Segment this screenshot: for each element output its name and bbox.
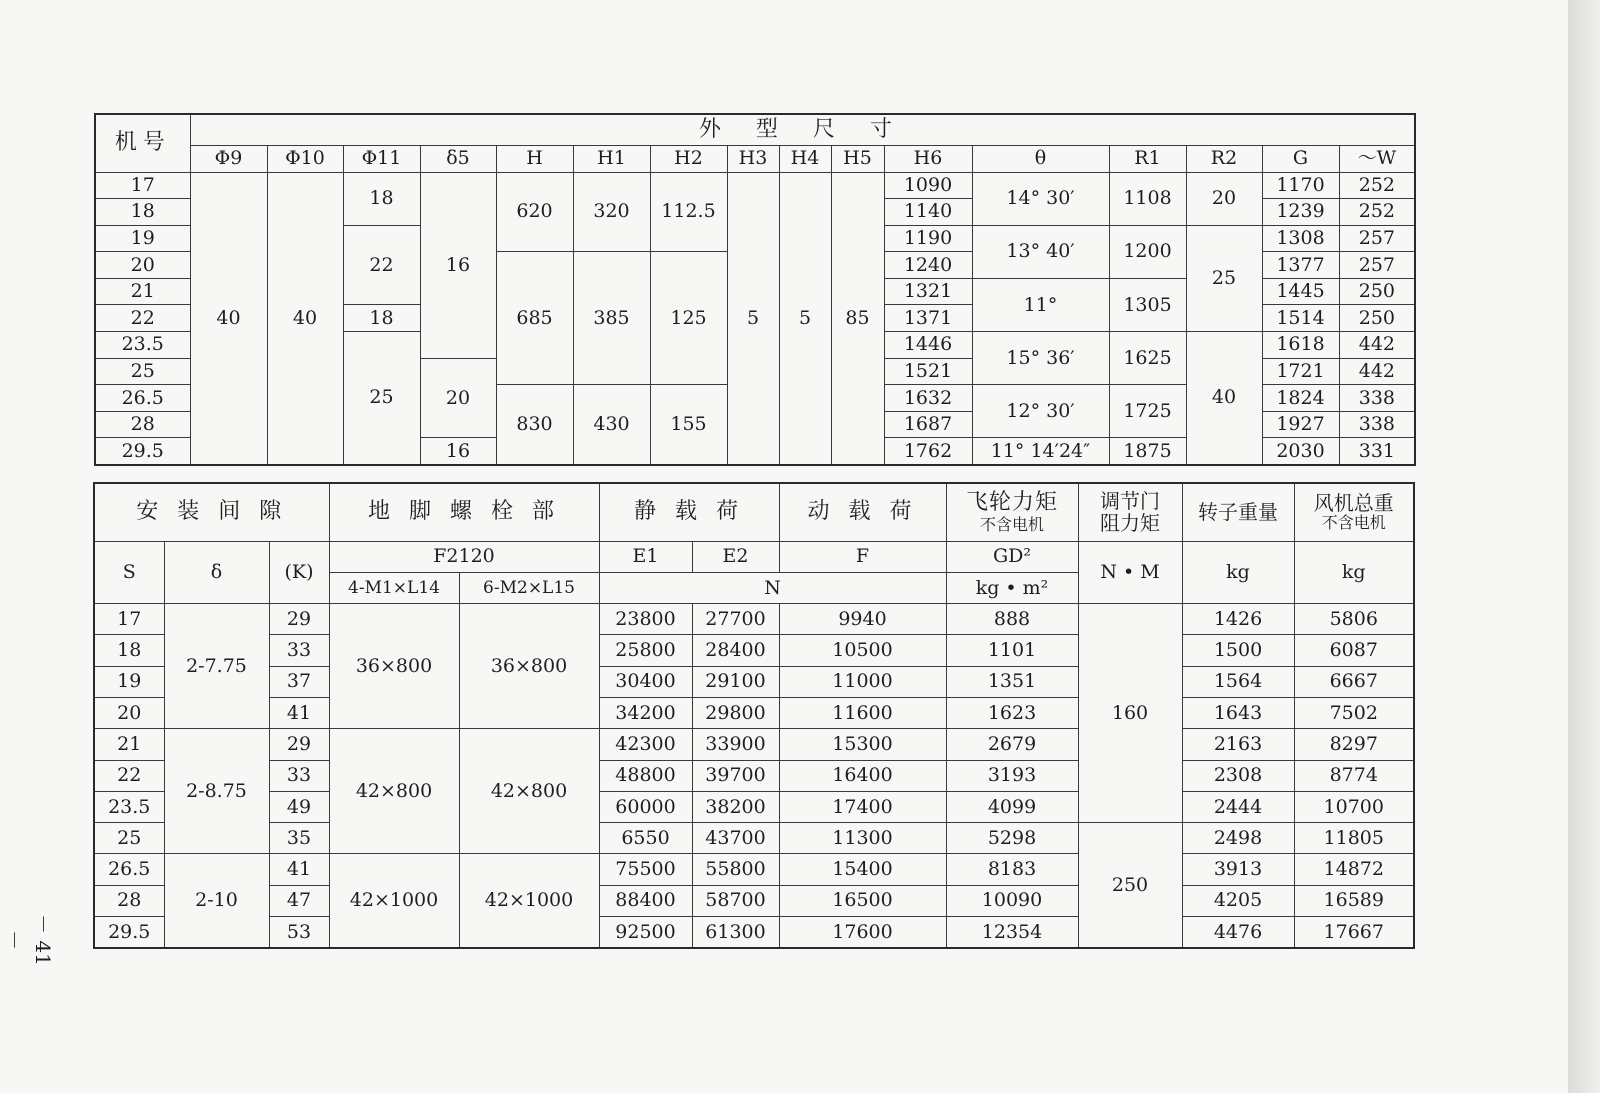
gd2-cell: 5298	[946, 823, 1078, 854]
g-cell: 1377	[1262, 252, 1339, 279]
g-cell: 1445	[1262, 278, 1339, 305]
rotor-cell: 2308	[1182, 760, 1294, 791]
g-cell: 1824	[1262, 385, 1339, 412]
s-cell: 29.5	[94, 917, 164, 948]
f-cell: 16400	[779, 760, 946, 791]
g-cell: 1239	[1262, 199, 1339, 226]
k-cell: 53	[269, 917, 329, 948]
k-cell: 37	[269, 666, 329, 697]
w-cell: 252	[1339, 172, 1415, 199]
s-cell: 23.5	[94, 791, 164, 822]
installation-load-table	[93, 482, 1415, 949]
delta-cell: 2-7.75	[164, 604, 269, 729]
w-cell: 442	[1339, 358, 1415, 385]
h5-cell: 85	[831, 172, 884, 465]
r2-cell: 25	[1186, 225, 1262, 331]
s-cell: 28	[94, 885, 164, 916]
col-r2-header: R2	[1186, 145, 1262, 172]
r1-cell: 1725	[1109, 385, 1186, 438]
delta-cell: 2-8.75	[164, 729, 269, 854]
h6-cell: 1687	[884, 411, 972, 438]
table-row	[95, 172, 1415, 199]
outline-dimensions-table	[94, 113, 1416, 466]
e2-cell: 28400	[692, 635, 779, 666]
f-cell: 17600	[779, 917, 946, 948]
col-h2-header: H2	[650, 145, 727, 172]
f-cell: 15400	[779, 854, 946, 885]
h4-cell: 5	[779, 172, 831, 465]
w-cell: 252	[1339, 199, 1415, 226]
machine-no-cell: 25	[95, 358, 190, 385]
rotor-cell: 2444	[1182, 791, 1294, 822]
col-f: F	[779, 541, 946, 572]
g-cell: 1618	[1262, 332, 1339, 359]
rotor-cell: 1564	[1182, 666, 1294, 697]
h6-cell: 1521	[884, 358, 972, 385]
bolt2-cell: 36×800	[459, 604, 599, 729]
table-row	[94, 604, 1414, 635]
h1-cell: 430	[573, 385, 650, 465]
machine-no-cell: 19	[95, 225, 190, 252]
h6-cell: 1090	[884, 172, 972, 199]
col-bolt-6m: 6-M2×L15	[459, 572, 599, 603]
f-cell: 10500	[779, 635, 946, 666]
machine-no-cell: 29.5	[95, 438, 190, 465]
w-cell: 338	[1339, 411, 1415, 438]
gd2-cell: 3193	[946, 760, 1078, 791]
col-f2120: F2120	[329, 541, 599, 572]
theta-cell: 15° 36′	[972, 332, 1109, 385]
e2-cell: 27700	[692, 604, 779, 635]
s-cell: 19	[94, 666, 164, 697]
r2-cell: 20	[1186, 172, 1262, 225]
s-cell: 26.5	[94, 854, 164, 885]
flywheel-moment-header	[946, 483, 1078, 541]
total-cell: 17667	[1294, 917, 1414, 948]
k-cell: 41	[269, 697, 329, 728]
table-row	[94, 791, 1414, 822]
damper-cell: 250	[1078, 823, 1182, 948]
h6-cell: 1762	[884, 438, 972, 465]
e2-cell: 58700	[692, 885, 779, 916]
col-h6-header: H6	[884, 145, 972, 172]
machine-no-cell: 23.5	[95, 332, 190, 359]
w-cell: 257	[1339, 252, 1415, 279]
k-cell: 29	[269, 729, 329, 760]
total-weight-title: 风机总重	[1313, 491, 1394, 516]
f-cell: 9940	[779, 604, 946, 635]
r1-cell: 1875	[1109, 438, 1186, 465]
col-h1-header: H1	[573, 145, 650, 172]
total-cell: 11805	[1294, 823, 1414, 854]
total-cell: 8297	[1294, 729, 1414, 760]
s-cell: 22	[94, 760, 164, 791]
e2-cell: 39700	[692, 760, 779, 791]
k-cell: 49	[269, 791, 329, 822]
g-cell: 2030	[1262, 438, 1339, 465]
e1-cell: 88400	[599, 885, 692, 916]
w-cell: 331	[1339, 438, 1415, 465]
h6-cell: 1371	[884, 305, 972, 332]
h2-cell: 125	[650, 252, 727, 385]
r1-cell: 1305	[1109, 278, 1186, 331]
e2-cell: 61300	[692, 917, 779, 948]
col-g-header: G	[1262, 145, 1339, 172]
r2-cell: 40	[1186, 332, 1262, 465]
bolt1-cell: 42×1000	[329, 854, 459, 948]
col-h5-header: H5	[831, 145, 884, 172]
f-cell: 16500	[779, 885, 946, 916]
machine-no-cell: 28	[95, 411, 190, 438]
s-cell: 20	[94, 697, 164, 728]
f-cell: 15300	[779, 729, 946, 760]
w-cell: 338	[1339, 385, 1415, 412]
gd2-cell: 1351	[946, 666, 1078, 697]
h-cell: 685	[496, 252, 573, 385]
f-cell: 11600	[779, 697, 946, 728]
w-cell: 250	[1339, 278, 1415, 305]
h6-cell: 1140	[884, 199, 972, 226]
machine-no-cell: 18	[95, 199, 190, 226]
h6-cell: 1446	[884, 332, 972, 359]
e1-cell: 6550	[599, 823, 692, 854]
r1-cell: 1625	[1109, 332, 1186, 385]
table-row	[94, 666, 1414, 697]
h6-cell: 1632	[884, 385, 972, 412]
e2-cell: 29100	[692, 666, 779, 697]
col-phi11-header: Φ11	[343, 145, 420, 172]
col-bolt-4m: 4-M1×L14	[329, 572, 459, 603]
gd2-cell: 2679	[946, 729, 1078, 760]
table-row	[94, 917, 1414, 948]
s-cell: 17	[94, 604, 164, 635]
h6-cell: 1240	[884, 252, 972, 279]
rotor-cell: 4205	[1182, 885, 1294, 916]
damper-cell: 160	[1078, 604, 1182, 823]
h6-cell: 1190	[884, 225, 972, 252]
col-h-header: H	[496, 145, 573, 172]
total-cell: 10700	[1294, 791, 1414, 822]
e1-cell: 60000	[599, 791, 692, 822]
f-cell: 11300	[779, 823, 946, 854]
gd2-cell: 12354	[946, 917, 1078, 948]
machine-no-cell: 17	[95, 172, 190, 199]
total-cell: 7502	[1294, 697, 1414, 728]
gd2-cell: 1623	[946, 697, 1078, 728]
table-row	[94, 697, 1414, 728]
e1-cell: 42300	[599, 729, 692, 760]
e1-cell: 30400	[599, 666, 692, 697]
r1-cell: 1200	[1109, 225, 1186, 278]
e2-cell: 29800	[692, 697, 779, 728]
total-cell: 14872	[1294, 854, 1414, 885]
col-theta-header: θ	[972, 145, 1109, 172]
gd2-cell: 888	[946, 604, 1078, 635]
rotor-weight-header: 转子重量	[1182, 483, 1294, 541]
machine-no-cell: 22	[95, 305, 190, 332]
dynamic-load-header: 动 载 荷	[779, 483, 946, 541]
col-r1-header: R1	[1109, 145, 1186, 172]
col-phi10-header: Φ10	[267, 145, 343, 172]
theta-cell: 12° 30′	[972, 385, 1109, 438]
phi11-cell: 22	[343, 225, 420, 305]
machine-no-cell: 20	[95, 252, 190, 279]
theta-cell: 11°	[972, 278, 1109, 331]
col-nm: N • M	[1078, 541, 1182, 604]
h-cell: 620	[496, 172, 573, 252]
install-gap-header: 安 装 间 隙	[94, 483, 329, 541]
col-delta: δ	[164, 541, 269, 604]
machine-no-header: 机号	[95, 114, 190, 172]
rotor-cell: 1500	[1182, 635, 1294, 666]
h1-cell: 320	[573, 172, 650, 252]
e1-cell: 34200	[599, 697, 692, 728]
k-cell: 33	[269, 760, 329, 791]
rotor-cell: 1426	[1182, 604, 1294, 635]
delta-cell: 2-10	[164, 854, 269, 948]
delta5-cell: 16	[420, 172, 496, 358]
h6-cell: 1321	[884, 278, 972, 305]
table-row	[94, 729, 1414, 760]
flywheel-moment-title: 飞轮力矩	[966, 490, 1059, 516]
e2-cell: 33900	[692, 729, 779, 760]
g-cell: 1308	[1262, 225, 1339, 252]
gd2-cell: 8183	[946, 854, 1078, 885]
flywheel-moment-note: 不含电机	[980, 514, 1045, 534]
delta5-cell: 20	[420, 358, 496, 438]
col-unit-n: N	[599, 572, 946, 603]
phi10-cell: 40	[267, 172, 343, 465]
e1-cell: 48800	[599, 760, 692, 791]
damper-torque-title-1: 调节门	[1100, 489, 1161, 514]
bolt2-cell: 42×1000	[459, 854, 599, 948]
theta-cell: 14° 30′	[972, 172, 1109, 225]
page-edge	[1568, 0, 1600, 1093]
h3-cell: 5	[727, 172, 779, 465]
s-cell: 18	[94, 635, 164, 666]
g-cell: 1514	[1262, 305, 1339, 332]
table-row	[94, 854, 1414, 885]
table-row	[94, 885, 1414, 916]
theta-cell: 13° 40′	[972, 225, 1109, 278]
e1-cell: 23800	[599, 604, 692, 635]
h1-cell: 385	[573, 252, 650, 385]
col-kg-rotor: kg	[1182, 541, 1294, 604]
e1-cell: 25800	[599, 635, 692, 666]
e2-cell: 55800	[692, 854, 779, 885]
w-cell: 442	[1339, 332, 1415, 359]
rotor-cell: 3913	[1182, 854, 1294, 885]
table-row	[94, 760, 1414, 791]
s-cell: 25	[94, 823, 164, 854]
theta-cell: 11° 14′24″	[972, 438, 1109, 465]
col-gd2: GD²	[946, 541, 1078, 572]
col-h4-header: H4	[779, 145, 831, 172]
s-cell: 21	[94, 729, 164, 760]
damper-torque-header	[1078, 483, 1182, 541]
e2-cell: 43700	[692, 823, 779, 854]
table-row	[94, 635, 1414, 666]
table-row	[94, 823, 1414, 854]
g-cell: 1170	[1262, 172, 1339, 199]
gd2-cell: 4099	[946, 791, 1078, 822]
e1-cell: 75500	[599, 854, 692, 885]
anchor-bolt-header: 地 脚 螺 栓 部	[329, 483, 599, 541]
col-phi9-header: Φ9	[190, 145, 267, 172]
h2-cell: 112.5	[650, 172, 727, 252]
rotor-cell: 2163	[1182, 729, 1294, 760]
phi9-cell: 40	[190, 172, 267, 465]
outline-dimensions-header: 外 型 尺 寸	[190, 114, 1415, 145]
rotor-cell: 4476	[1182, 917, 1294, 948]
col-kgm2: kg • m²	[946, 572, 1078, 603]
g-cell: 1721	[1262, 358, 1339, 385]
k-cell: 35	[269, 823, 329, 854]
static-load-header: 静 载 荷	[599, 483, 779, 541]
phi11-cell: 18	[343, 172, 420, 225]
damper-torque-title-2: 阻力矩	[1100, 511, 1161, 536]
k-cell: 33	[269, 635, 329, 666]
page-number: － 41 －	[2, 914, 55, 966]
total-weight-note: 不含电机	[1321, 513, 1386, 533]
w-cell: 250	[1339, 305, 1415, 332]
gd2-cell: 1101	[946, 635, 1078, 666]
k-cell: 29	[269, 604, 329, 635]
col-h3-header: H3	[727, 145, 779, 172]
gd2-cell: 10090	[946, 885, 1078, 916]
col-s: S	[94, 541, 164, 604]
k-cell: 47	[269, 885, 329, 916]
bolt2-cell: 42×800	[459, 729, 599, 854]
delta5-cell: 16	[420, 438, 496, 465]
phi11-cell: 25	[343, 332, 420, 465]
col-e1: E1	[599, 541, 692, 572]
h-cell: 830	[496, 385, 573, 465]
bolt1-cell: 36×800	[329, 604, 459, 729]
total-cell: 6087	[1294, 635, 1414, 666]
col-e2: E2	[692, 541, 779, 572]
total-weight-header	[1294, 483, 1414, 541]
machine-no-cell: 21	[95, 278, 190, 305]
bolt1-cell: 42×800	[329, 729, 459, 854]
col-k: (K)	[269, 541, 329, 604]
e2-cell: 38200	[692, 791, 779, 822]
rotor-cell: 1643	[1182, 697, 1294, 728]
rotor-cell: 2498	[1182, 823, 1294, 854]
total-cell: 8774	[1294, 760, 1414, 791]
f-cell: 17400	[779, 791, 946, 822]
col-delta5-header: δ5	[420, 145, 496, 172]
k-cell: 41	[269, 854, 329, 885]
e1-cell: 92500	[599, 917, 692, 948]
g-cell: 1927	[1262, 411, 1339, 438]
total-cell: 16589	[1294, 885, 1414, 916]
phi11-cell: 18	[343, 305, 420, 332]
w-cell: 257	[1339, 225, 1415, 252]
h2-cell: 155	[650, 385, 727, 465]
f-cell: 11000	[779, 666, 946, 697]
machine-no-cell: 26.5	[95, 385, 190, 412]
col-w-header: ～W	[1339, 145, 1415, 172]
total-cell: 5806	[1294, 604, 1414, 635]
r1-cell: 1108	[1109, 172, 1186, 225]
total-cell: 6667	[1294, 666, 1414, 697]
col-kg-total: kg	[1294, 541, 1414, 604]
